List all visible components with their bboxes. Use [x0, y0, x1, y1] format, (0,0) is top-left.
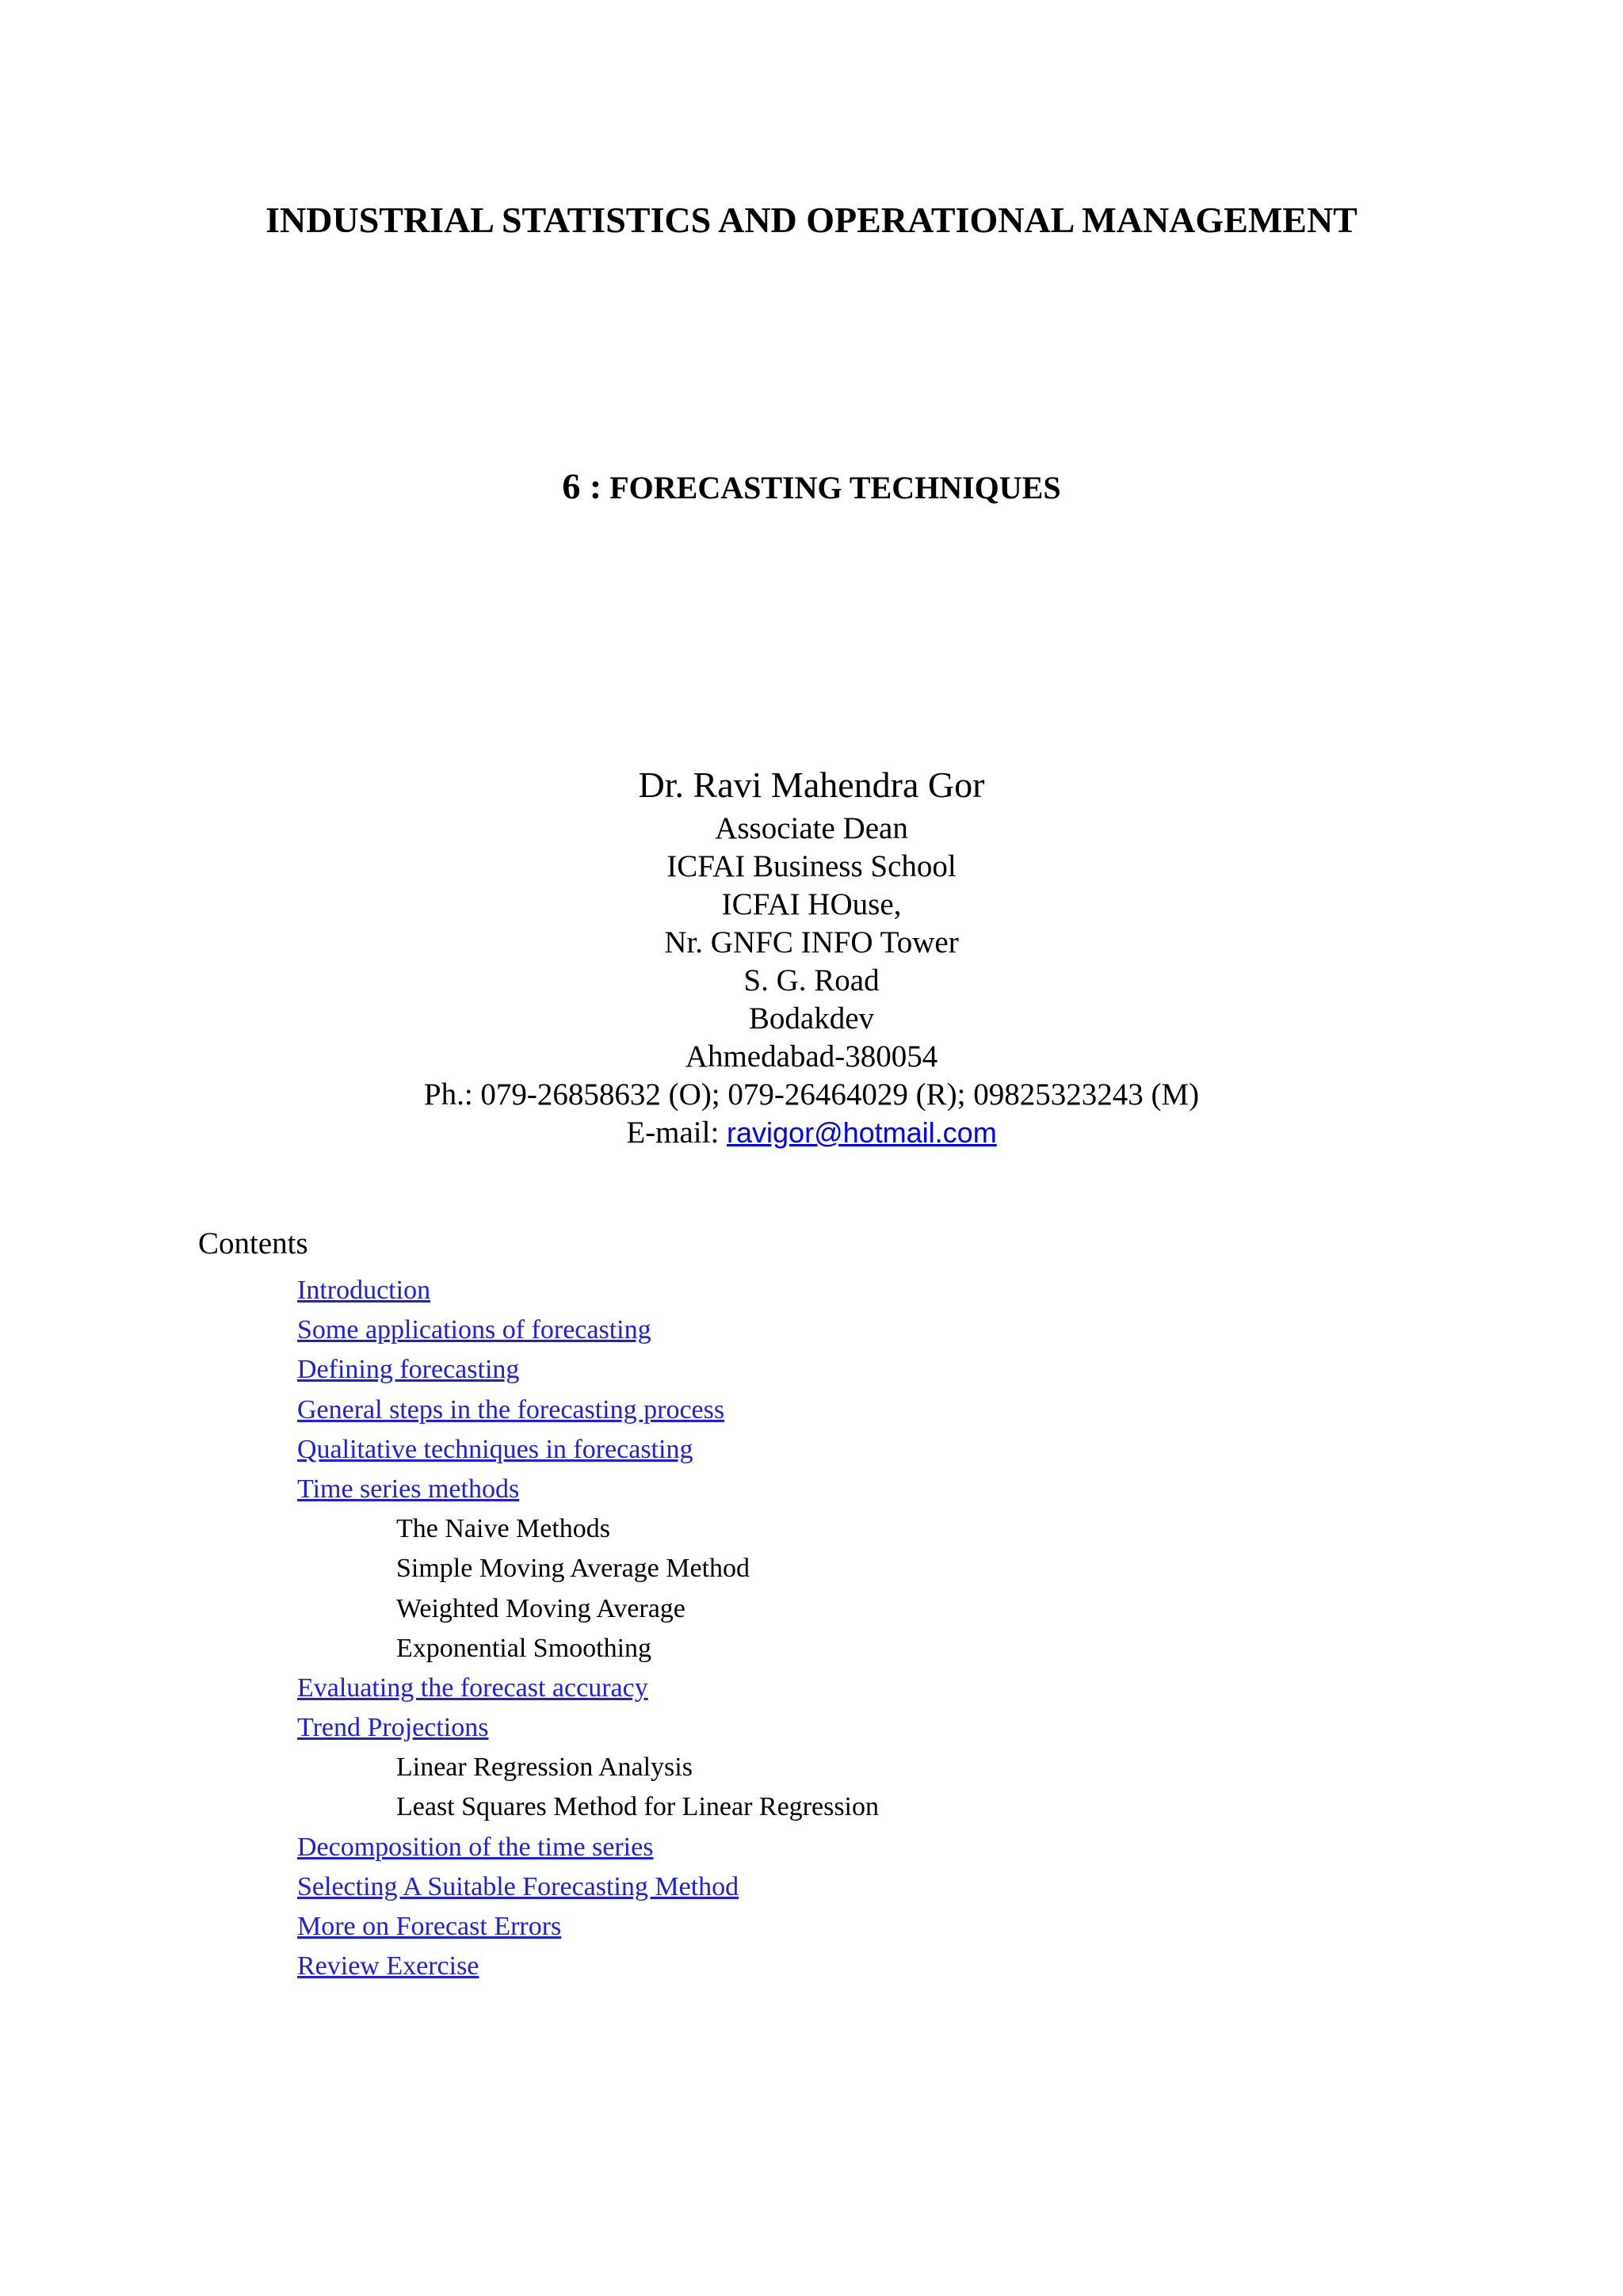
toc-item: [0, 1748, 1623, 1787]
author-designation: Associate Dean: [715, 811, 908, 845]
main-title: INDUSTRIAL STATISTICS AND OPERATIONAL MANAGEMENT: [265, 200, 1358, 240]
email-label: E-mail:: [626, 1116, 720, 1150]
toc-item: [0, 1629, 1623, 1669]
contents-heading: Contents: [198, 1226, 308, 1261]
toc-item[interactable]: [0, 1947, 1623, 1986]
toc-item[interactable]: [0, 1470, 1623, 1509]
toc-item[interactable]: [0, 1907, 1623, 1947]
toc-link[interactable]: Selecting A Suitable Forecasting Method: [297, 1871, 739, 1901]
toc-link[interactable]: Review Exercise: [297, 1951, 479, 1981]
toc-item: [0, 1787, 1623, 1827]
author-address-line: ICFAI HOuse,: [721, 887, 902, 921]
toc-item[interactable]: [0, 1867, 1623, 1907]
author-address-line: Bodakdev: [748, 1001, 875, 1035]
author-email-line: [0, 1114, 1623, 1152]
toc-item[interactable]: [0, 1708, 1623, 1748]
toc-link[interactable]: General steps in the forecasting process: [297, 1394, 725, 1425]
author-address-line: Nr. GNFC INFO Tower: [664, 925, 959, 959]
toc-subitem-label: Exponential Smoothing: [396, 1633, 652, 1663]
author-institution: ICFAI Business School: [666, 849, 957, 883]
toc-link[interactable]: Decomposition of the time series: [297, 1832, 654, 1862]
toc-link[interactable]: Defining forecasting: [297, 1355, 520, 1385]
toc-subitem-label: Simple Moving Average Method: [396, 1554, 750, 1584]
toc-item[interactable]: [0, 1430, 1623, 1470]
toc-item[interactable]: [0, 1828, 1623, 1867]
author-address-line: Ahmedabad-380054: [685, 1039, 938, 1074]
chapter-name: FORECASTING TECHNIQUES: [609, 470, 1061, 505]
toc-subitem-label: Weighted Moving Average: [396, 1593, 685, 1623]
chapter-number: 6 :: [562, 466, 602, 506]
author-name: Dr. Ravi Mahendra Gor: [638, 765, 985, 805]
toc-subitem-label: The Naive Methods: [396, 1514, 611, 1544]
toc-link[interactable]: Time series methods: [297, 1474, 520, 1504]
toc-subitem-label: Linear Regression Analysis: [396, 1753, 693, 1783]
toc-link[interactable]: More on Forecast Errors: [297, 1912, 562, 1941]
toc-item[interactable]: [0, 1669, 1623, 1708]
toc-item[interactable]: [0, 1390, 1623, 1430]
toc-item[interactable]: [0, 1310, 1623, 1350]
author-phone: Ph.: 079-26858632 (O); 079-26464029 (R); 09825323243 (M): [423, 1077, 1200, 1112]
toc-link[interactable]: Trend Projections: [297, 1713, 489, 1743]
toc-link[interactable]: Evaluating the forecast accuracy: [297, 1672, 648, 1703]
toc-link[interactable]: Introduction: [297, 1276, 431, 1305]
chapter-title: [0, 464, 1623, 510]
toc-item[interactable]: [0, 1271, 1623, 1310]
toc-item: [0, 1509, 1623, 1549]
toc-link[interactable]: Some applications of forecasting: [297, 1315, 651, 1345]
toc-item[interactable]: [0, 1350, 1623, 1390]
toc-item: [0, 1549, 1623, 1589]
toc-item: [0, 1589, 1623, 1629]
toc-link[interactable]: Qualitative techniques in forecasting: [297, 1434, 693, 1464]
author-block: [0, 761, 1623, 1152]
email-link[interactable]: ravigor@hotmail.com: [727, 1116, 997, 1149]
table-of-contents: [0, 1271, 1623, 1986]
toc-subitem-label: Least Squares Method for Linear Regression: [396, 1792, 879, 1822]
author-address-line: S. G. Road: [743, 963, 880, 997]
